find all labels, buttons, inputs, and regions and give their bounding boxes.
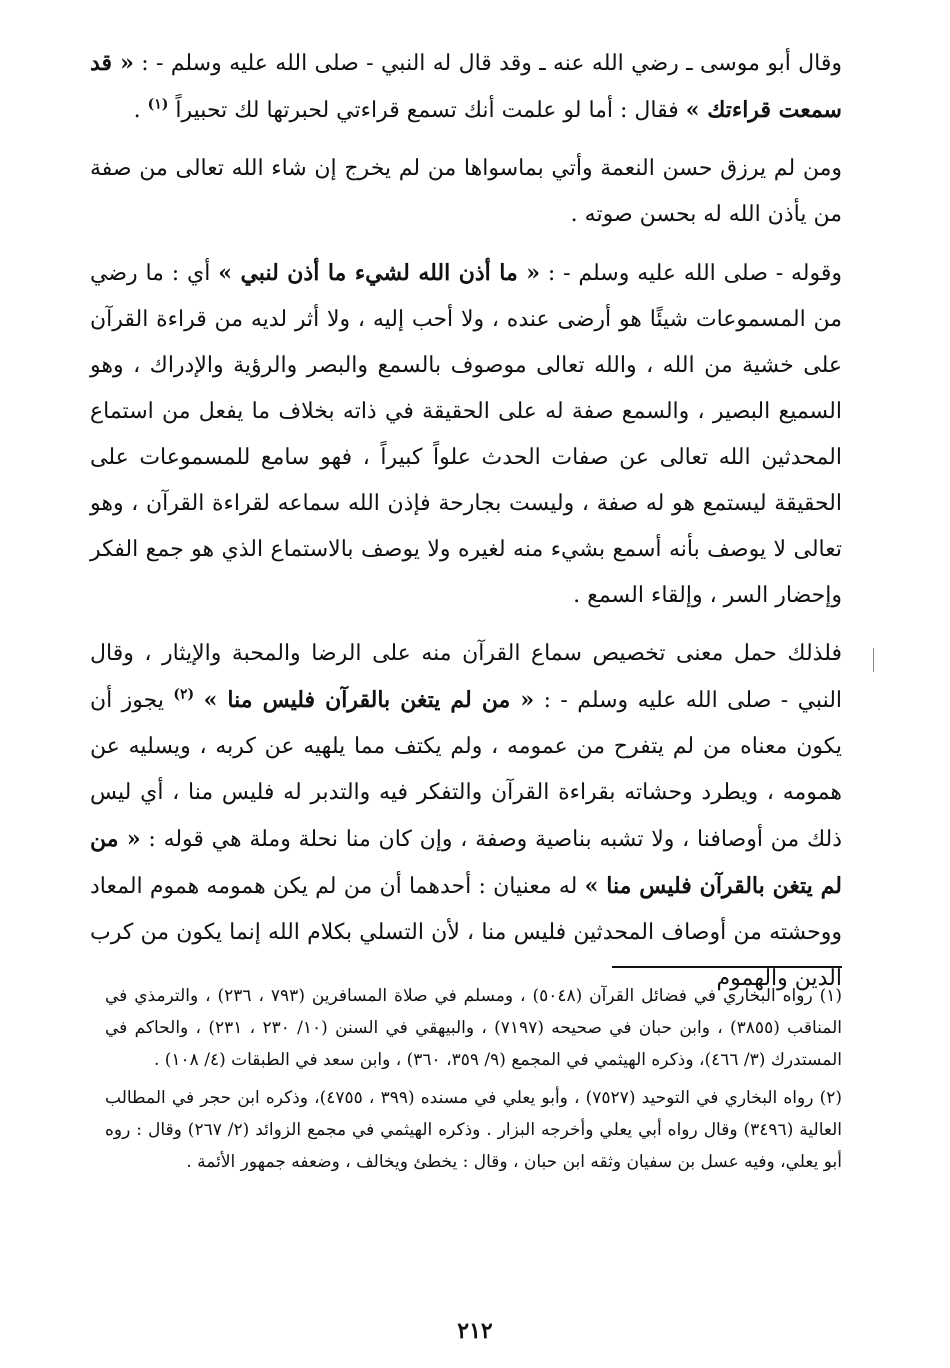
paragraph-2: ومن لم يرزق حسن النعمة وأتي بماسواها من لم يخرج إن شاء الله تعالى من صفة من يأذن الله له بحسن صوته . (90, 156, 842, 227)
p3-rest: أي : ما رضي من المسموعات شيئًا هو أرضى عنده ، ولا أحب إليه ، ولا أثر لديه من قراءة القرآن على خشية من الله ، والله تعالى موصوف بالسمع والبصر والرؤية والإدراك ، وهو السميع البصير ، والسمع صفة له على الحقيقة في ذاته بخلاف ما يفعل من استماع المحدثين الله تعالى عن صفات الحدث علواً كبيراً ، فهو سامع للمسموعات على الحقيقة ليستمع هو له صفة ، وليست بجارحة فإذن الله سماعه لقراءة القرآن ، وهو تعالى لا يوصف بأنه أسمع بشيء منه لغيره ولا يوصف بالاستماع الذي هو جمع الفكر وإحضار السر ، وإلقاء السمع . (90, 261, 842, 608)
p4-start: فلذلك حمل معنى تخصيص سماع القرآن منه على الرضا والمحبة والإيثار ، وقال النبي - صلى الله عليه وسلم - : (90, 641, 843, 713)
paragraph-1 (90, 40, 842, 134)
paragraph-3 (90, 250, 842, 619)
p4-middle: يجوز أن يكون معناه من لم يتفرح من عمومه ، ولم يكتف مما يلهيه عن كربه ، ويسليه عن همومه ، ويطرد وحشاته بقراءة القرآن والتفكر فيه والتدبر له فليس منا ، أي ليس ذلك من أوصافنا ، ولا تشبه بناصية وصفة ، وإن كان منا نحلة وملة هي قوله : (90, 688, 842, 852)
footnote-separator (612, 966, 842, 968)
p1-end: . (133, 98, 141, 123)
footnote-ref-1[interactable]: (١) (147, 96, 169, 113)
footnote-ref-2[interactable]: (٢) (173, 686, 195, 703)
page-number: ٢١٢ (457, 1318, 493, 1344)
main-text (90, 40, 842, 1014)
footnote-2: (٢) رواه البخاري في التوحيد (٧٥٢٧) ، وأبو يعلي في مسنده (٣٩٩ ، ٤٧٥٥)، وذكره ابن حجر في المطالب العالية (٣٤٩٦) وقال رواه أبي يعلي وأخرجه البزار . وذكره الهيثمي في مجمع الزوائد (٢/ ٢٦٧) وقال : روه أبو يعلي، وفيه عسل بن سفيان وثقه ابن حبان ، وقال : يخطئ ويخالف ، وضعفه جمهور الأئمة . (105, 1088, 842, 1172)
p4-end: له معنيان : أحدهما أن من لم يكن همومه هموم المعاد ووحشته من أوصاف المحدثين فليس منا ، لأن التسلي بكلام الله إنما يكون من كرب الدين والهموم (90, 874, 842, 991)
p1-quote: « قد سمعت قراءتك » (90, 50, 842, 123)
p3-quote: « ما أذن الله لشيء ما أذن لنبي » (218, 260, 541, 286)
p4-quote-2: « من لم يتغن بالقرآن فليس منا » (90, 826, 842, 899)
p1-line2: فقال : أما لو علمت أنك تسمع قراءتي لحبرتها لك تحبيراً (175, 98, 679, 123)
footnotes (105, 980, 842, 1184)
paragraph-4 (90, 631, 842, 1002)
p4-quote: « من لم يتغن بالقرآن فليس منا » (203, 687, 535, 713)
margin-mark (873, 648, 874, 672)
p1-line1: وقال أبو موسى ـ رضي الله عنه ـ وقد قال له النبي - صلى الله عليه وسلم - : (141, 51, 842, 76)
p3-start: وقوله - صلى الله عليه وسلم - : (547, 261, 842, 286)
footnote-1: (١) رواه البخاري في فضائل القرآن (٥٠٤٨) ، ومسلم في صلاة المسافرين (٧٩٣ ، ٢٣٦) ، والترمذي في المناقب (٣٨٥٥) ، وابن حبان في صحيحه (٧١٩٧) ، والبيهقي في السنن (١٠/ ٢٣٠ ، ٢٣١) ، والحاكم في المستدرك (٣/ ٤٦٦)، وذكره الهيثمي في المجمع (٩/ ٣٥٩، ٣٦٠) ، وابن سعد في الطبقات (٤/ ١٠٨) . (105, 986, 842, 1070)
